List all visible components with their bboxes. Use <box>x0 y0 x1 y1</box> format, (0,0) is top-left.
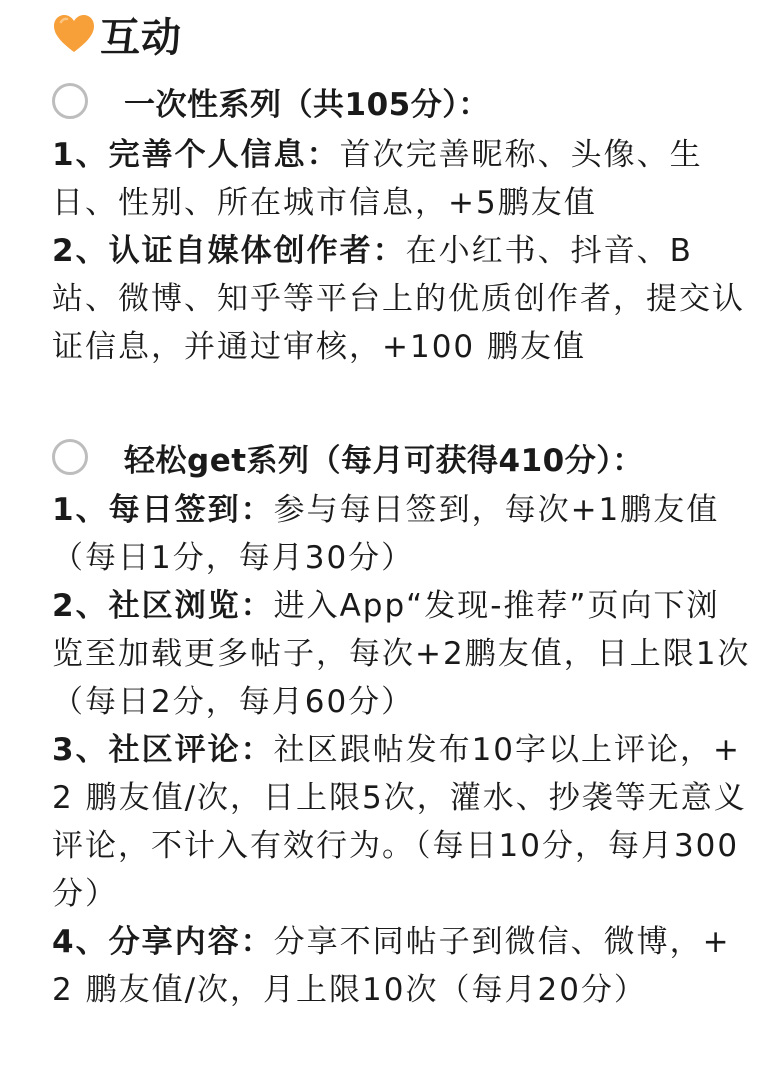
item-text: 在小红书、抖音、B站、微博、知乎等平台上的优质创作者，提交认证信息，并通过审核，+100 鹏友值 <box>52 233 745 365</box>
section-title: 轻松get系列（每月可获得410分）： <box>124 442 644 479</box>
item-label: 1、每日签到： <box>52 492 274 528</box>
item-label: 2、社区浏览： <box>52 588 274 624</box>
item-text: 社区跟帖发布10字以上评论，+2 鹏友值/次，日上限5次，灌水、抄袭等无意义评论，不计入有效行为。（每日10分，每月300分） <box>52 732 747 912</box>
radio-circle-icon <box>52 83 88 119</box>
item-label: 2、认证自媒体创作者： <box>52 233 406 269</box>
orange-heart-icon <box>52 12 96 56</box>
section-items-monthly <box>52 486 752 1014</box>
page-title-text: 互动 <box>100 14 182 61</box>
item-label: 4、分享内容： <box>52 924 274 960</box>
list-item <box>52 486 752 582</box>
item-text: 首次完善昵称、头像、生日、性别、所在城市信息，+5鹏友值 <box>52 137 703 221</box>
list-item <box>52 227 752 371</box>
section-items-one-time <box>52 131 752 371</box>
item-text: 参与每日签到，每次+1鹏友值（每日1分，每月30分） <box>52 492 720 576</box>
section-header-monthly <box>52 432 644 482</box>
item-label: 1、完善个人信息： <box>52 137 340 173</box>
list-item <box>52 726 752 918</box>
item-label: 3、社区评论： <box>52 732 274 768</box>
section-header-one-time <box>52 76 490 126</box>
section-title: 一次性系列（共105分）： <box>124 86 490 123</box>
list-item <box>52 582 752 726</box>
list-item <box>52 918 752 1014</box>
page-title <box>52 6 182 62</box>
item-text: 分享不同帖子到微信、微博，+2 鹏友值/次，月上限10次（每月20分） <box>52 924 731 1008</box>
item-text: 进入App“发现-推荐”页向下浏览至加载更多帖子，每次+2鹏友值，日上限1次（每日2分，每月60分） <box>52 588 751 720</box>
radio-circle-icon <box>52 439 88 475</box>
list-item <box>52 131 752 227</box>
